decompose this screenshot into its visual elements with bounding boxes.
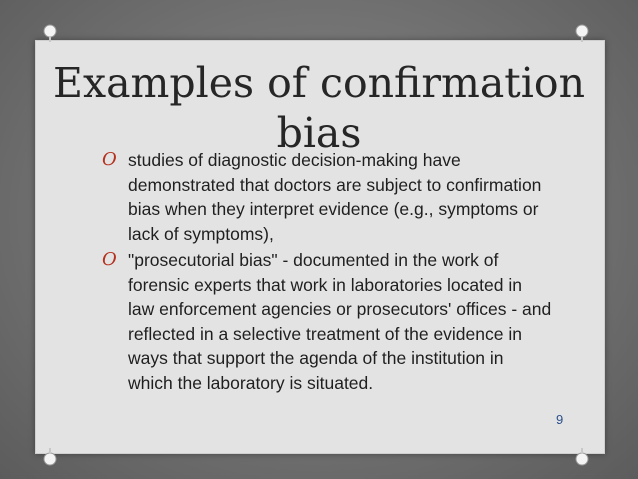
bullet-list — [102, 148, 552, 397]
bullet-text: "prosecutorial bias" - documented in the work of forensic experts that work in laboratories located in law enforcement agencies or prosecutors' offices - and reflected in a selective treatment of the evidence in ways that support the agenda of the institution in which the laboratory is situated. — [128, 250, 552, 393]
bullet-marker-icon: O — [102, 249, 117, 270]
bullet-item — [102, 148, 552, 246]
page-number: 9 — [556, 412, 564, 427]
pushpin-icon — [43, 448, 57, 466]
bullet-text: studies of diagnostic decision-making have demonstrated that doctors are subject to confirmation bias when they interpret evidence (e.g., symptoms or lack of symptoms), — [128, 150, 542, 244]
slide-title-line-2: bias — [276, 109, 362, 157]
slide-title-line-1: Examples of confirmation — [53, 59, 585, 107]
slide-title — [35, 58, 603, 158]
pushpin-icon — [575, 24, 589, 42]
bullet-item — [102, 248, 552, 395]
bullet-marker-icon: O — [102, 149, 117, 170]
pushpin-icon — [575, 448, 589, 466]
pushpin-icon — [43, 24, 57, 42]
